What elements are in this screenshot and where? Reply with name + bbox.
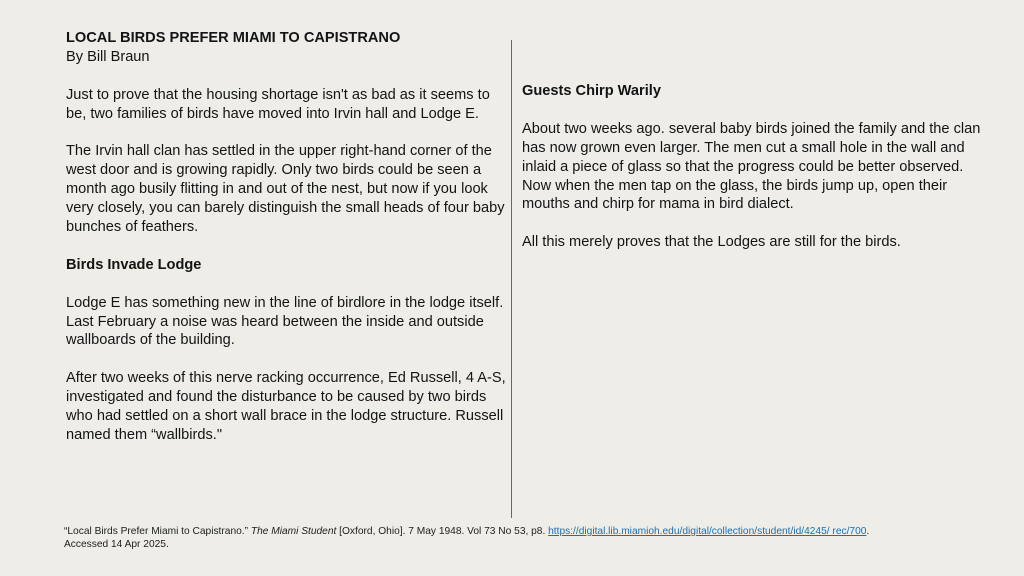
article-paragraph: About two weeks ago. several baby birds joined the family and the clan has now grown even larger. The men cut a small hole in the wall and inlaid a piece of glass so that the progress could be better observed. Now when the men tap on the glass, the birds jump up, open their mouths and chirp for mama in bird dialect.	[522, 120, 981, 213]
left-column	[66, 29, 508, 464]
article-paragraph: All this merely proves that the Lodges are still for the birds.	[522, 234, 901, 251]
article-paragraph: After two weeks of this nerve racking occurrence, Ed Russell, 4 A-S, investigated and found the disturbance to be caused by two birds who had settled on a short wall brace in the lodge structure. Russell named them “wallbirds."	[66, 370, 506, 443]
column-divider	[511, 40, 512, 518]
citation-details: [Oxford, Ohio]. 7 May 1948. Vol 73 No 53, p8.	[336, 526, 549, 537]
right-column	[522, 82, 992, 271]
article-paragraph: Just to prove that the housing shortage isn't as bad as it seems to be, two families of birds have moved into Irvin hall and Lodge E.	[66, 86, 490, 122]
citation-prefix: “Local Birds Prefer Miami to Capistrano.”	[64, 526, 251, 537]
article-paragraph: The Irvin hall clan has settled in the upper right-hand corner of the west door and is growing rapidly. Only two birds could be seen a month ago busily flitting in and out of the nest, but now if you look very closely, you can barely distinguish the small heads of four baby bunches of feathers.	[66, 143, 505, 236]
citation	[64, 525, 964, 552]
article-paragraph: Lodge E has something new in the line of birdlore in the lodge itself. Last February a noise was heard between the inside and outside wallboards of the building.	[66, 294, 504, 349]
article-byline: By Bill Braun	[66, 48, 150, 65]
citation-suffix: .	[866, 526, 870, 537]
citation-link[interactable]: https://digital.lib.miamioh.edu/digital/collection/student/id/4245/ rec/700	[548, 526, 867, 537]
citation-journal: The Miami Student	[250, 526, 337, 537]
section-heading: Birds Invade Lodge	[66, 256, 202, 273]
article-title: LOCAL BIRDS PREFER MIAMI TO CAPISTRANO	[66, 30, 401, 46]
citation-accessed: Accessed 14 Apr 2025.	[64, 539, 169, 551]
section-heading: Guests Chirp Warily	[522, 83, 661, 99]
